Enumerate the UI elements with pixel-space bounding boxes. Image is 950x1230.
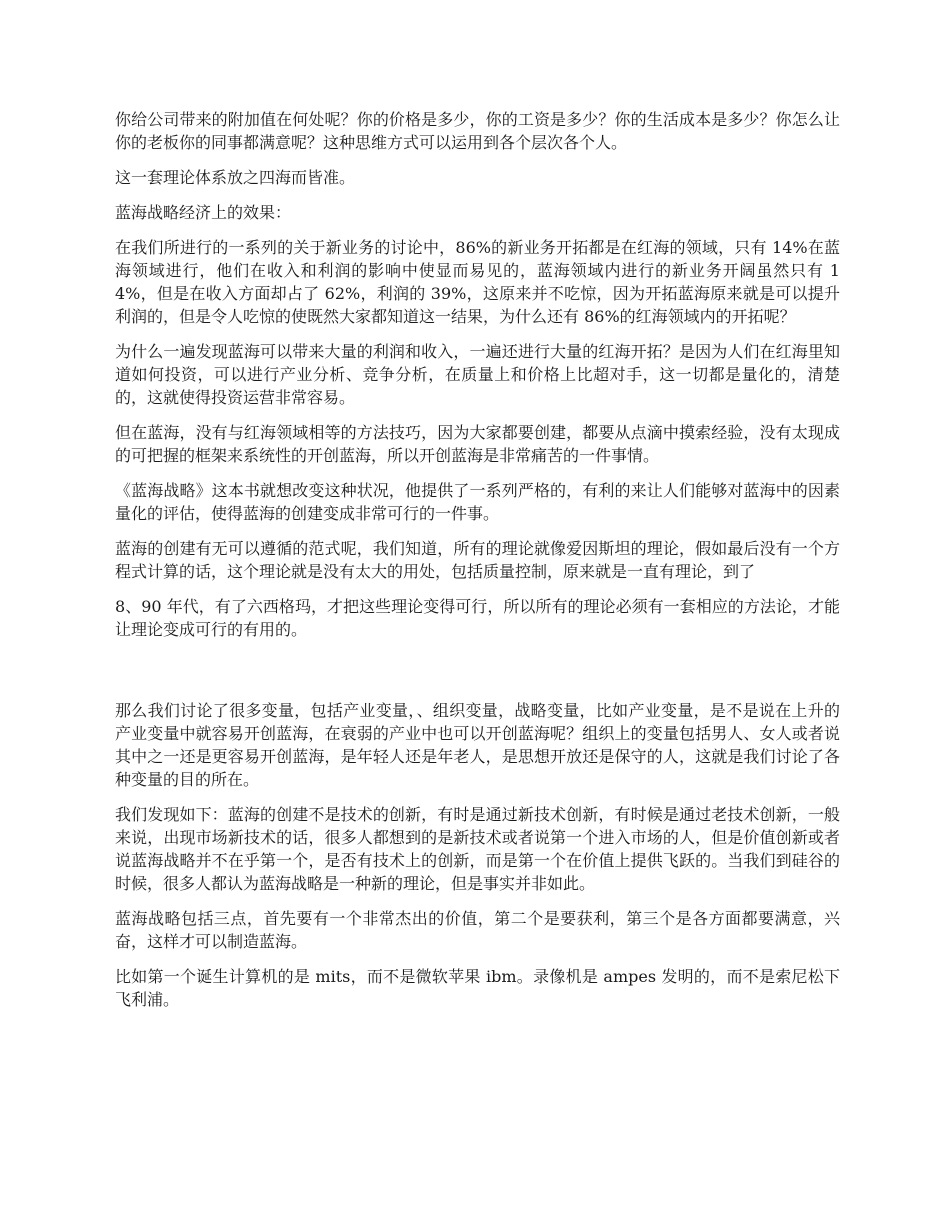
paragraph-three-points: 蓝海战略包括三点，首先要有一个非常杰出的价值，第二个是要获利，第三个是各方面都要满意，兴奋，这样才可以制造蓝海。 xyxy=(115,909,840,951)
paragraph-new-business-stats: 在我们所进行的一系列的关于新业务的讨论中，86%的新业务开拓都是在红海的领域，只有 14%在蓝海领域进行，他们在收入和利润的影响中使显而易见的，蓝海领域内进行的新业务开阔虽然只有 14%，但是在收入方面却占了 62%，利润的 39%，这原来并不吃惊，因为开拓蓝海原来就是可以提升利润的，但是令人吃惊的使既然大家都知道这一结果，为什么还有 86%的红海领域内的开拓呢？ xyxy=(115,238,840,326)
paragraph-blue-ocean-difficulty: 但在蓝海，没有与红海领域相等的方法技巧，因为大家都要创建，都要从点滴中摸索经验，没有太现成的可把握的框架来系统性的开创蓝海，所以开创蓝海是非常痛苦的一件事情。 xyxy=(115,423,840,465)
paragraph-added-value: 你给公司带来的附加值在何处呢？你的价格是多少，你的工资是多少？你的生活成本是多少？你怎么让你的老板你的同事都满意呢？这种思维方式可以运用到各个层次各个人。 xyxy=(115,110,840,152)
paragraph-findings: 我们发现如下：蓝海的创建不是技术的创新，有时是通过新技术创新，有时候是通过老技术创新，一般来说，出现市场新技术的话，很多人都想到的是新技术或者说第一个进入市场的人，但是价值创新或者说蓝海战略并不在乎第一个，是否有技术上的创新，而是第一个在价值上提供飞跃的。当我们到硅谷的时候，很多人都认为蓝海战略是一种新的理论，但是事实并非如此。 xyxy=(115,805,840,893)
paragraph-universal-theory: 这一套理论体系放之四海而皆准。 xyxy=(115,168,356,187)
blank-gap xyxy=(115,653,840,699)
paragraph-why-red-ocean: 为什么一遍发现蓝海可以带来大量的利润和收入，一遍还进行大量的红海开拓？是因为人们在红海里知道如何投资，可以进行产业分析、竞争分析，在质量上和价格上比超对手，这一切都是量化的，清楚的，这就使得投资运营非常容易。 xyxy=(115,342,840,407)
document-body xyxy=(115,108,840,1023)
paragraph-examples: 比如第一个诞生计算机的是 mits，而不是微软苹果 ibm。录像机是 ampes 发明的，而不是索尼松下飞利浦。 xyxy=(115,967,840,1009)
paragraph-six-sigma: 8、90 年代，有了六西格玛，才把这些理论变得可行，所以所有的理论必须有一套相应的方法论，才能让理论变成可行的有用的。 xyxy=(115,597,840,639)
paragraph-economic-effect-heading: 蓝海战略经济上的效果： xyxy=(115,203,292,222)
paragraph-variables: 那么我们讨论了很多变量，包括产业变量，、组织变量，战略变量，比如产业变量，是不是说在上升的产业变量中就容易开创蓝海，在衰弱的产业中也可以开创蓝海呢？组织上的变量包括男人、女人或者说其中之一还是更容易开创蓝海，是年轻人还是年老人，是思想开放还是保守的人，这就是我们讨论了各种变量的目的所在。 xyxy=(115,701,840,789)
paragraph-paradigm: 蓝海的创建有无可以遵循的范式呢，我们知道，所有的理论就像爱因斯坦的理论，假如最后没有一个方程式计算的话，这个理论就是没有太大的用处，包括质量控制，原来就是一直有理论，到了 xyxy=(115,539,840,581)
paragraph-book-purpose: 《蓝海战略》这本书就想改变这种状况，他提供了一系列严格的，有利的来让人们能够对蓝海中的因素量化的评估，使得蓝海的创建变成非常可行的一件事。 xyxy=(115,481,840,523)
